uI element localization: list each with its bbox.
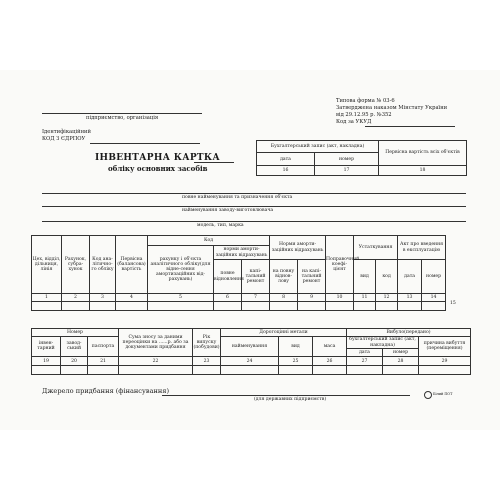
id-label: Ідентифікаційний: [42, 129, 91, 135]
col-full-restore-header: повне відновлення: [214, 260, 242, 294]
col-num: 10: [326, 294, 354, 302]
enterprise-line: [42, 113, 202, 114]
data-cell[interactable]: [90, 302, 116, 311]
col-account-object-header: рахунку і об'єкта аналітичного обліку(для відне-сення амортизаційних від-рахувань): [148, 246, 214, 294]
col-capital-repair-rate-header: на капі-тальний ремонт: [298, 260, 326, 294]
col-disposal-reason-header: причина вибуття (переміщення): [419, 336, 471, 356]
record-date-header: дата: [257, 153, 315, 165]
col-account-header: Рахунок, субра-хунок: [62, 236, 90, 294]
data-cell[interactable]: [383, 366, 419, 375]
data-cell[interactable]: [62, 302, 90, 311]
col-analytic-code-header: Код ана-літично-го обліку: [90, 236, 116, 294]
record-table: [256, 140, 467, 176]
number-group-header: Номер: [32, 329, 119, 337]
col-num: 18: [379, 165, 467, 175]
edrpou-label: КОД З ЄДРПОУ: [42, 136, 86, 142]
col-num: 29: [419, 357, 471, 366]
col-act-number-header: номер: [422, 260, 446, 294]
data-cell[interactable]: [221, 366, 279, 375]
col-num: 28: [383, 357, 419, 366]
col-num: 5: [148, 294, 214, 302]
data-cell[interactable]: [32, 302, 62, 311]
data-cell[interactable]: [214, 302, 242, 311]
data-cell[interactable]: [313, 366, 347, 375]
data-cell[interactable]: [347, 366, 383, 375]
lower-table: [31, 328, 471, 375]
ukud-label: Код за УКУД: [336, 119, 372, 125]
publisher-logo-icon: [424, 391, 432, 399]
col-num-15: 15: [450, 301, 456, 306]
metals-group-header: Дорогоцінні метали: [221, 329, 347, 337]
col-num: 4: [116, 294, 148, 302]
col-inventory-number-header: інвен-тарний: [32, 336, 61, 356]
norms-sub-header: норми аморти-заційних відрахувань: [214, 246, 270, 260]
col-disposal-date-header: дата: [347, 349, 383, 357]
col-metal-type-header: вид: [279, 336, 313, 356]
col-num: 9: [298, 294, 326, 302]
model-line: [42, 221, 466, 222]
data-cell[interactable]: [298, 302, 326, 311]
col-capital-repair-header: капі-тальний ремонт: [242, 260, 270, 294]
col-disposal-number-header: номер: [383, 349, 419, 357]
data-cell[interactable]: [32, 366, 61, 375]
data-cell[interactable]: [326, 302, 354, 311]
col-num: 17: [315, 165, 379, 175]
ukud-underline: [365, 126, 455, 127]
col-num: 23: [193, 357, 221, 366]
col-shop-header: Цех, відділ, дільниця, лінія: [32, 236, 62, 294]
card-subtitle: обліку основних засобів: [108, 164, 208, 173]
col-num: 19: [32, 357, 61, 366]
col-num: 12: [376, 294, 398, 302]
full-name-line: [42, 193, 466, 194]
code-group-header: Код: [148, 236, 270, 246]
data-cell[interactable]: [116, 302, 148, 311]
data-cell[interactable]: [242, 302, 270, 311]
data-cell[interactable]: [119, 366, 193, 375]
col-metal-mass-header: маса: [313, 336, 347, 356]
col-num: 7: [242, 294, 270, 302]
data-cell[interactable]: [279, 366, 313, 375]
col-correction-coef-header: Поправочний коефі-цієнт: [326, 236, 354, 294]
col-num: 6: [214, 294, 242, 302]
amortization-group-header: Норми аморти-заційних відрахувань: [270, 236, 326, 260]
col-full-restore-rate-header: на повну віднов-лову: [270, 260, 298, 294]
record-header: Бухгалтерський запис (акт, накладна): [257, 141, 379, 153]
manufacturer-caption: найменування заводу-виготовлювача: [182, 208, 274, 213]
col-num: 3: [90, 294, 116, 302]
model-caption: модель, тип, марка: [197, 223, 244, 228]
col-year-header: Рік випуску (побудови): [193, 329, 221, 357]
data-cell[interactable]: [88, 366, 119, 375]
col-num: 27: [347, 357, 383, 366]
initial-cost-header: Первісна вартість всіх об'єктів: [379, 141, 467, 166]
data-cell[interactable]: [419, 366, 471, 375]
col-factory-number-header: завод-ський: [61, 336, 88, 356]
col-initial-cost-header: Первісна (балансова) вартість: [116, 236, 148, 294]
col-wear-sum-header: Сума зносу за даними переоцінки на ......р. або за документами придбання: [119, 329, 193, 357]
col-metal-name-header: найменування: [221, 336, 279, 356]
col-num: 26: [313, 357, 347, 366]
enterprise-caption: підприємство, організація: [86, 115, 159, 121]
commission-group-header: Акт про введення в експлуатацію: [398, 236, 446, 260]
data-cell[interactable]: [376, 302, 398, 311]
full-name-caption: повне найменування та призначення об'єкта: [182, 195, 293, 200]
main-table: [31, 235, 446, 311]
standard-form-line-1: Типова форма № 03-6: [336, 98, 395, 104]
data-cell[interactable]: [193, 366, 221, 375]
title-underline: [194, 162, 234, 163]
data-cell[interactable]: [148, 302, 214, 311]
col-num: 24: [221, 357, 279, 366]
standard-form-line-2: Затверджена наказом Мінстату України: [336, 105, 448, 111]
equipment-group-header: Устаткування: [354, 236, 398, 260]
col-num: 8: [270, 294, 298, 302]
col-act-date-header: дата: [398, 260, 422, 294]
record-number-header: номер: [315, 153, 379, 165]
col-num: 20: [61, 357, 88, 366]
manufacturer-line: [42, 206, 466, 207]
disposal-group-header: Вибуло(передано): [347, 329, 471, 337]
col-num: 25: [279, 357, 313, 366]
col-num: 2: [62, 294, 90, 302]
col-num: 21: [88, 357, 119, 366]
data-cell[interactable]: [270, 302, 298, 311]
col-num: 16: [257, 165, 315, 175]
col-equipment-code-header: код: [376, 260, 398, 294]
col-num: 13: [398, 294, 422, 302]
col-passport-header: паспорта: [88, 336, 119, 356]
state-note: (для державних підприємств): [254, 397, 327, 402]
standard-form-line-3: від 29.12.95 р. №352: [336, 112, 392, 118]
source-label: Джерело придбання (фінансування): [42, 387, 170, 395]
col-num: 14: [422, 294, 446, 302]
edrpou-underline: [90, 143, 200, 144]
publisher-name: Білий ПОТ: [433, 392, 453, 396]
data-cell[interactable]: [398, 302, 422, 311]
data-cell[interactable]: [354, 302, 376, 311]
data-cell[interactable]: [422, 302, 446, 311]
col-num: 1: [32, 294, 62, 302]
col-equipment-type-header: вид: [354, 260, 376, 294]
card-title: ІНВЕНТАРНА КАРТКА: [95, 153, 221, 163]
col-num: 22: [119, 357, 193, 366]
data-cell[interactable]: [61, 366, 88, 375]
source-underline: [162, 395, 410, 396]
disposal-record-sub-header: бухгалтерський запис (акт, накладна): [347, 336, 419, 349]
col-num: 11: [354, 294, 376, 302]
